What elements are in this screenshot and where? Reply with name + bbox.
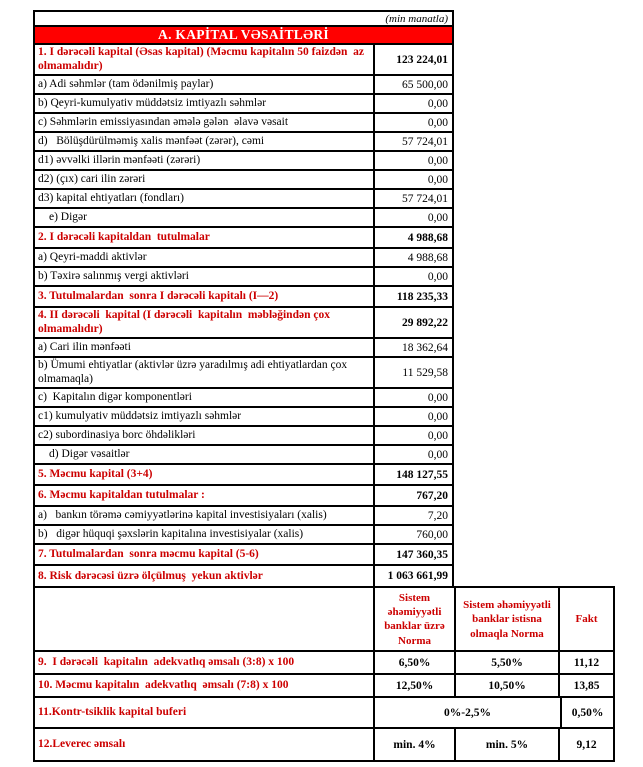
table-row: [35, 650, 613, 673]
row-label: a) Adi səhmlər (tam ödənilmiş paylar): [35, 76, 375, 93]
row-label: c) Kapitalın digər komponentləri: [35, 389, 375, 406]
row-value: 29 892,22: [402, 316, 448, 329]
table-row: [35, 463, 452, 484]
table-row: [35, 673, 613, 696]
fact-value: 9,12: [576, 738, 597, 751]
row-label: e) Digər: [35, 209, 375, 226]
row-label: 8. Risk dərəcəsi üzrə ölçülmuş yekun aktivlər: [35, 566, 375, 586]
table-row: [35, 543, 452, 564]
table-row: [35, 444, 452, 463]
table-row: [35, 93, 452, 112]
row-label: c2) subordinasiya borc öhdəlikləri: [35, 427, 375, 444]
row-label: c1) kumulyativ müddətsiz imtiyazlı səhmlər: [35, 408, 375, 425]
table-row: [35, 505, 452, 524]
row-label: 1. I dərəcəli kapital (Əsas kapital) (Məcmu kapitalın 50 faizdən az olmamalıdır): [35, 45, 375, 74]
fact-value: 13,85: [573, 679, 600, 692]
row-value: 118 235,33: [396, 290, 448, 303]
row-label: 4. II dərəcəli kapital (I dərəcəli kapitalın məbləğindən çox olmamalıdır): [35, 308, 375, 337]
row-value: 0,00: [427, 154, 448, 167]
table-row: [35, 112, 452, 131]
table-row: [35, 337, 452, 356]
row-value: 123 224,01: [396, 53, 448, 66]
row-value: 11 529,58: [402, 366, 448, 379]
row-value: 0,00: [427, 448, 448, 461]
norm-systemic-value: 6,50%: [375, 652, 456, 673]
table-row: [35, 188, 452, 207]
table-row: [35, 131, 452, 150]
row-label: 12.Leverec əmsalı: [35, 729, 375, 760]
row-label: d1) əvvəlki illərin mənfəəti (zərəri): [35, 152, 375, 169]
ratio-header-row: [35, 588, 613, 650]
table-row: [35, 406, 452, 425]
row-value: 1 063 661,99: [387, 570, 448, 583]
norm-merged-value: 0%-2,5%: [375, 698, 562, 727]
table-row: [35, 524, 452, 543]
table-row: [35, 306, 452, 337]
row-value: 0,00: [427, 116, 448, 129]
table-row: [35, 564, 452, 586]
ratio-header-fact: Fakt: [575, 613, 598, 626]
row-value: 0,00: [427, 391, 448, 404]
row-label: d) Bölüşdürülməmiş xalis mənfəət (zərər), cəmi: [35, 133, 375, 150]
table-row: [35, 425, 452, 444]
table-row: [35, 484, 452, 505]
table-row: [35, 226, 452, 247]
table-row: [35, 727, 613, 760]
capital-table: [33, 10, 454, 586]
row-label: a) Cari ilin mənfəəti: [35, 339, 375, 356]
table-row: [35, 285, 452, 306]
unit-note-row: [35, 12, 452, 25]
row-label: 5. Məcmu kapital (3+4): [35, 465, 375, 484]
section-banner: [35, 25, 452, 43]
row-value: 0,00: [427, 97, 448, 110]
norm-non-systemic-value: min. 5%: [456, 729, 560, 760]
row-label: 7. Tutulmalardan sonra məcmu kapital (5-6): [35, 545, 375, 564]
row-value: 0,00: [427, 410, 448, 423]
row-value: 18 362,64: [402, 341, 448, 354]
report-tables: [33, 10, 615, 762]
row-label: 10. Məcmu kapitalın adekvatlıq əmsalı (7:8) x 100: [35, 675, 375, 696]
row-value: 0,00: [427, 173, 448, 186]
row-label: a) Qeyri-maddi aktivlər: [35, 249, 375, 266]
row-label: d) Digər vəsaitlər: [35, 446, 375, 463]
row-value: 0,00: [427, 270, 448, 283]
table-row: [35, 207, 452, 226]
row-value: 760,00: [416, 528, 448, 541]
table-row: [35, 247, 452, 266]
row-label: 2. I dərəcəli kapitaldan tutulmalar: [35, 228, 375, 247]
row-label: 6. Məcmu kapitaldan tutulmalar :: [35, 486, 375, 505]
unit-note: (min manatla): [385, 12, 448, 25]
table-row: [35, 387, 452, 406]
row-value: 4 988,68: [407, 251, 448, 264]
fact-value: 0,50%: [571, 706, 604, 719]
ratio-header-norm-systemic: Sistem əhəmiyyətli banklar üzrə Norma: [375, 588, 456, 650]
row-value: 57 724,01: [402, 192, 448, 205]
norm-non-systemic-value: 5,50%: [456, 652, 560, 673]
row-value: 0,00: [427, 429, 448, 442]
fact-value: 11,12: [573, 656, 600, 669]
row-label: b) digər hüquqi şəxslərin kapitalına investisiyalar (xalis): [35, 526, 375, 543]
row-value: 7,20: [427, 509, 448, 522]
row-label: a) bankın törəmə cəmiyyətlərinə kapital investisiyaları (xalis): [35, 507, 375, 524]
row-label: b) Təxirə salınmış vergi aktivləri: [35, 268, 375, 285]
ratio-table: [33, 586, 615, 762]
row-value: 65 500,00: [402, 78, 448, 91]
row-label: d3) kapital ehtiyatları (fondları): [35, 190, 375, 207]
table-row: [35, 169, 452, 188]
section-title: A. KAPİTAL VƏSAİTLƏRİ: [158, 27, 329, 42]
row-label: 3. Tutulmalardan sonra I dərəcəli kapitalı (I—2): [35, 287, 375, 306]
row-value: 767,20: [416, 489, 448, 502]
row-label: 9. I dərəcəli kapitalın adekvatlıq əmsalı (3:8) x 100: [35, 652, 375, 673]
row-value: 57 724,01: [402, 135, 448, 148]
norm-systemic-value: min. 4%: [375, 729, 456, 760]
row-label: d2) (çıx) cari ilin zərəri: [35, 171, 375, 188]
ratio-header-norm-non-systemic: Sistem əhəmiyyətli banklar istisna olmaqla Norma: [456, 588, 560, 650]
row-value: 0,00: [427, 211, 448, 224]
table-row: [35, 74, 452, 93]
row-label: c) Səhmlərin emissiyasından əmələ gələn əlavə vəsait: [35, 114, 375, 131]
table-row: [35, 696, 613, 727]
norm-non-systemic-value: 10,50%: [456, 675, 560, 696]
row-label: b) Ümumi ehtiyatlar (aktivlər üzrə yaradılmış adi ehtiyatlardan çox olmamaqla): [35, 358, 375, 387]
table-row: [35, 356, 452, 387]
ratio-header-empty: [35, 588, 375, 650]
row-value: 4 988,68: [407, 231, 448, 244]
row-label: 11.Kontr-tsiklik kapital buferi: [35, 698, 375, 727]
row-value: 147 360,35: [396, 548, 448, 561]
row-value: 148 127,55: [396, 468, 448, 481]
table-row: [35, 150, 452, 169]
row-label: b) Qeyri-kumulyativ müddətsiz imtiyazlı səhmlər: [35, 95, 375, 112]
table-row: [35, 266, 452, 285]
table-row: [35, 43, 452, 74]
norm-systemic-value: 12,50%: [375, 675, 456, 696]
